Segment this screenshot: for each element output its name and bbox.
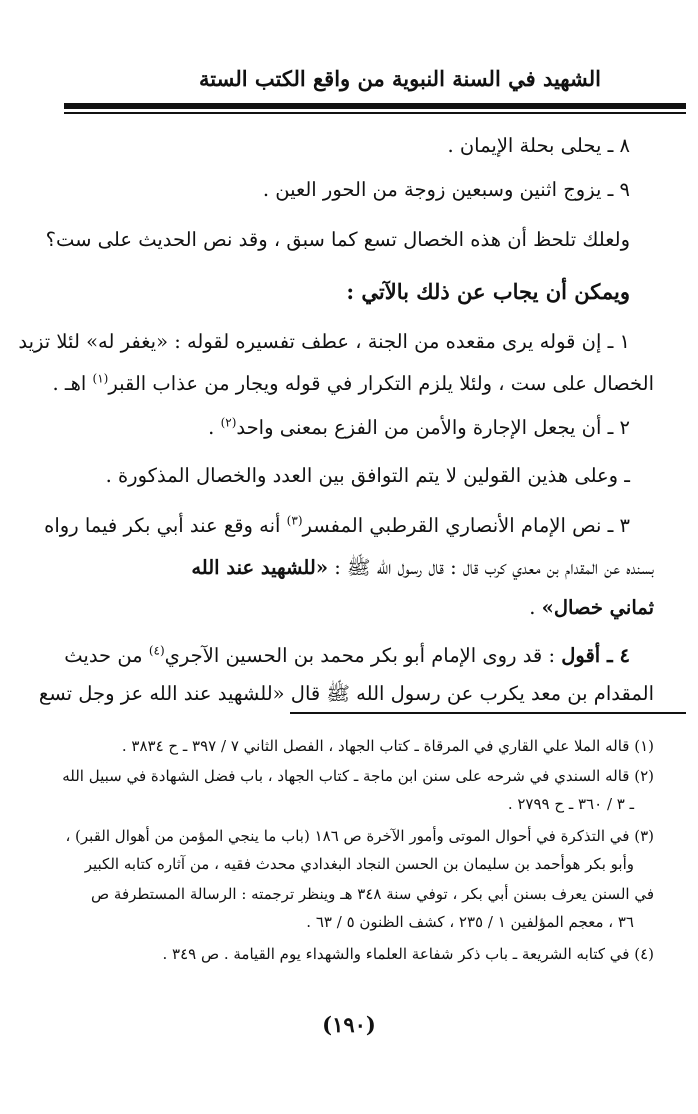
footnote-ref-1[interactable]: (١) — [92, 371, 109, 386]
answer-3-text-b: أنه وقع عند أبي بكر فيما رواه — [44, 514, 287, 537]
section-heading: ويمكن أن يجاب عن ذلك بالآتي : — [346, 279, 630, 304]
running-header-title: الشهيد في السنة النبوية من واقع الكتب الستة — [199, 66, 601, 91]
header-rule-thick — [64, 103, 686, 109]
answer-4-text-b: من حديث — [64, 644, 149, 667]
answer-3-line-2 — [191, 554, 654, 582]
page-number: (١٩٠) — [322, 1012, 376, 1037]
answer-3-line-3 — [529, 594, 654, 622]
footnote-3-line-2: وأبو بكر هوأحمد بن سليمان بن الحسن النجاد البغدادي محدث فقيه ، من آثاره كتابه الكبير — [84, 855, 634, 873]
answer-4-text-a: : قد روى الإمام أبو بكر محمد بن الحسين الآجري — [164, 644, 562, 667]
list-item-9: ٩ ـ يزوج اثنين وسبعين زوجة من الحور العين . — [262, 178, 630, 201]
hadith-quote-start: «للشهيد عند الله — [191, 556, 329, 579]
answer-2-end: . — [208, 416, 221, 439]
footnote-ref-3[interactable]: (٣) — [286, 513, 303, 528]
answer-3-end: . — [529, 596, 542, 619]
footnote-3-line-1: (٣) في التذكرة في أحوال الموتى وأمور الآخرة ص ١٨٦ (باب ما ينجي المؤمن من أهوال القبر) ، — [65, 827, 654, 845]
answer-1-line-1: ١ ـ إن قوله يرى مقعده من الجنة ، عطف تفسيره لقوله : «يغفر له» لئلا تزيد — [18, 330, 630, 353]
footnote-ref-4[interactable]: (٤) — [148, 643, 165, 658]
list-item-8: ٨ ـ يحلى بحلة الإيمان . — [447, 134, 630, 157]
paragraph-note: ولعلك تلحظ أن هذه الخصال تسع كما سبق ، وقد نص الحديث على ست؟ — [45, 228, 630, 251]
footnote-3-line-4: ٣٦ ، معجم المؤلفين ١ / ٢٣٥ ، كشف الظنون ٥ / ٦٣ . — [306, 913, 634, 931]
answer-3-text-c: بسنده عن المقدام بن معدي كرب قال : قال رسول الله ﷺ : — [328, 556, 654, 579]
footnote-2-line-2: ـ ٣ / ٣٦٠ ـ ح ٢٧٩٩ . — [507, 795, 634, 813]
answer-2 — [208, 414, 630, 442]
footnote-4: (٤) في كتابه الشريعة ـ باب ذكر شفاعة العلماء والشهداء يوم القيامة . ص ٣٤٩ . — [162, 945, 654, 963]
answer-1-line-2 — [53, 370, 654, 398]
header-rule-thin — [64, 112, 686, 114]
answer-1-end: اهـ . — [52, 372, 93, 395]
answer-3-line-1 — [44, 512, 630, 540]
answer-1-text: الخصال على ست ، ولئلا يلزم التكرار في قوله ويجار من عذاب القبر — [108, 372, 654, 395]
footnote-1: (١) قاله الملا علي القاري في المرقاة ـ كتاب الجهاد ، الفصل الثاني ٧ / ٣٩٧ ـ ح ٣٨٣٤ . — [121, 737, 654, 755]
hadith-quote-end: ثماني خصال» — [541, 596, 654, 619]
answer-4-line-1 — [64, 642, 630, 670]
footnote-2-line-1: (٢) قاله السندي في شرحه على سنن ابن ماجة ـ كتاب الجهاد ، باب فضل الشهادة في سبيل الله — [62, 767, 654, 785]
answer-4-label: ٤ ـ أقول — [561, 644, 630, 667]
footnote-ref-2[interactable]: (٢) — [220, 415, 237, 430]
answer-2-text: ٢ ـ أن يجعل الإجارة والأمن من الفزع بمعنى واحد — [236, 416, 630, 439]
footnote-separator — [290, 712, 686, 714]
footnote-3-line-3: في السنن يعرف بسنن أبي بكر ، توفي سنة ٣٤٨ هـ وينظر ترجمته : الرسالة المستطرفة ص — [91, 885, 654, 903]
answer-4-line-2: المقدام بن معد يكرب عن رسول الله ﷺ قال «للشهيد عند الله عز وجل تسع — [38, 682, 654, 705]
dash-note: ـ وعلى هذين القولين لا يتم التوافق بين العدد والخصال المذكورة . — [105, 464, 630, 487]
answer-3-text-a: ٣ ـ نص الإمام الأنصاري القرطبي المفسر — [302, 514, 630, 537]
